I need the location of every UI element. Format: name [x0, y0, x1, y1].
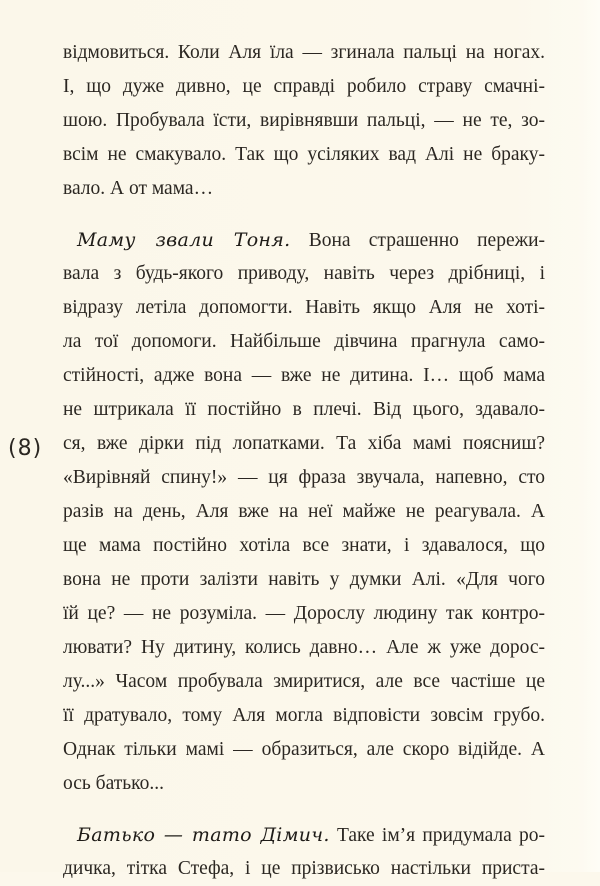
text-run: Вона страшенно пережи-	[308, 230, 546, 251]
script-heading: Маму звали Тоня.	[77, 229, 291, 251]
text-line: ось батько...	[63, 773, 165, 794]
paragraph-spacer	[63, 206, 545, 223]
text-line: разів на день, Аля вже на неї майже не реагувала. А	[63, 501, 545, 522]
text-line-with-heading	[63, 223, 545, 257]
text-line: «Вирівняй спину!» — ця фраза звучала, напевно, сто	[63, 467, 545, 488]
text-line: ла тої допомоги. Найбільше дівчина прагнула само-	[63, 331, 545, 352]
text-line: Однак тільки мамі — образиться, але скоро відійде. А	[63, 739, 545, 760]
text-line: вало. А от мама…	[63, 178, 214, 199]
text-line: їй це? — не розуміла. — Дорослу людину так контро-	[63, 603, 545, 624]
text-line-with-heading	[63, 818, 545, 852]
script-heading: Батько — тато Дімич.	[77, 824, 330, 846]
text-line: І, що дуже дивно, це справді робило страву смачні-	[63, 76, 545, 97]
text-run: Таке ім’я придумала ро-	[336, 825, 545, 846]
text-line: вала з будь-якого приводу, навіть через дрібниці, і	[63, 263, 545, 284]
text-line: не штрикала її постійно в плечі. Від цього, здавало-	[63, 399, 545, 420]
text-line: лювати? Ну дитину, колись давно… Але ж уже дорос-	[63, 637, 545, 658]
text-line: ще мама постійно хотіла все знати, і здавалося, що	[63, 535, 545, 556]
text-line: стійності, адже вона — вже не дитина. І… щоб мама	[63, 365, 545, 386]
paragraph-2	[63, 223, 545, 801]
page-edge-shadow	[582, 0, 600, 872]
text-line: вона не проти залізти навіть у думки Алі. «Для чого	[63, 569, 545, 590]
text-line: відмовиться. Коли Аля їла — згинала пальці на ногах.	[63, 42, 545, 63]
page-number: (8)	[8, 436, 43, 461]
text-line: її дратувало, тому Аля могла відповісти зовсім грубо.	[63, 705, 545, 726]
text-line: всім не смакувало. Так що усіляких вад Алі не браку-	[63, 144, 545, 165]
text-line: ся, вже дірки під лопатками. Та хіба мамі поясниш?	[63, 433, 545, 454]
text-line: дичка, тітка Стефа, і це прізвисько настільки приста-	[63, 858, 545, 879]
page-text	[63, 36, 545, 886]
text-line: лу...» Часом пробувала змиритися, але все частіше це	[63, 671, 545, 692]
paragraph-1	[63, 36, 545, 206]
paragraph-spacer	[63, 801, 545, 818]
paragraph-3	[63, 818, 545, 886]
text-line: шою. Пробувала їсти, вирівнявши пальці, — не те, зо-	[63, 110, 545, 131]
text-line: відразу летіла допомогти. Навіть якщо Аля не хоті-	[63, 297, 545, 318]
